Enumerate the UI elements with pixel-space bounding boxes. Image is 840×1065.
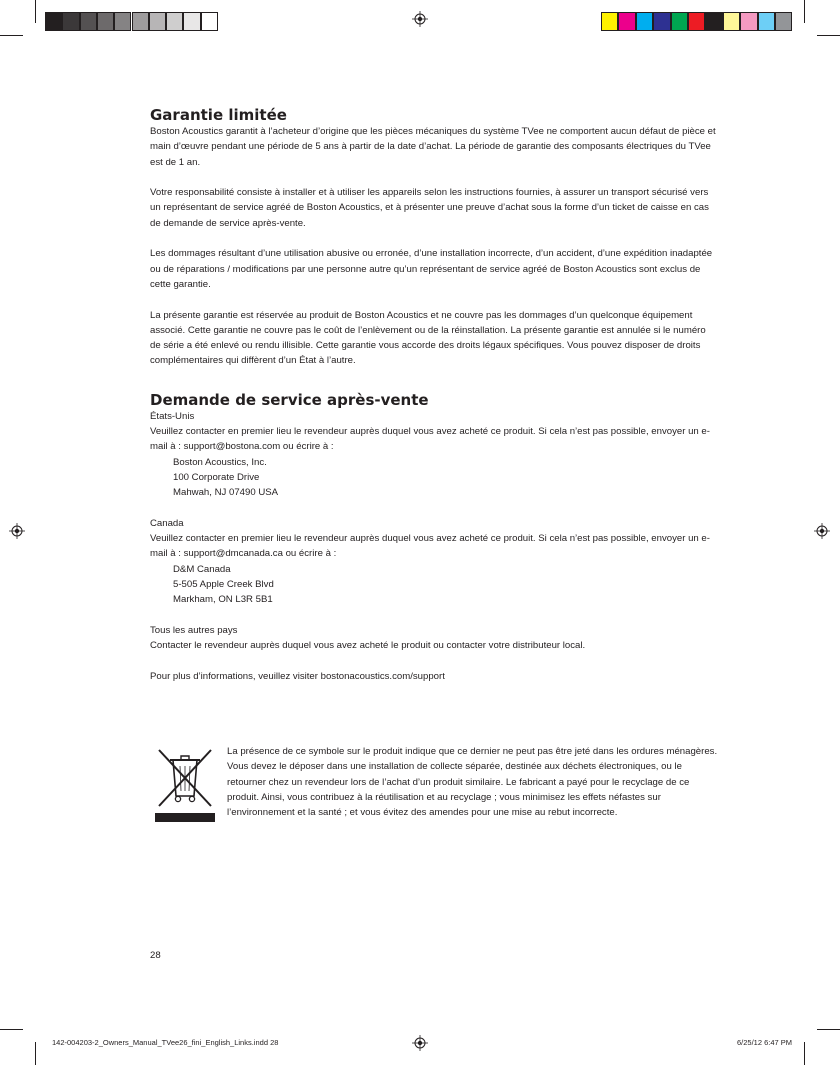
color-swatch [618, 12, 635, 31]
color-swatch [671, 12, 688, 31]
warranty-paragraph: Boston Acoustics garantit à l’acheteur d’origine que les pièces mécaniques du système TVee ne comportent aucun défaut de pièce et main d’œuvre pendant une période de 5 ans à partir de la date d’achat. La période de garantie des composants électriques du TVee est de 1 an. [150, 126, 716, 168]
color-swatch [601, 12, 618, 31]
color-swatch [62, 12, 79, 31]
color-swatch [758, 12, 775, 31]
color-swatch [149, 12, 166, 31]
color-swatch [740, 12, 757, 31]
us-text: Veuillez contacter en premier lieu le revendeur auprès duquel vous avez acheté ce produit. Si cela n’est pas possible, envoyer un e-mail à : support@bostona.com ou écrire à : [150, 426, 710, 453]
color-swatch [723, 12, 740, 31]
slug-filename: 142-004203-2_Owners_Manual_TVee26_fini_English_Links.indd 28 [52, 1038, 279, 1047]
warranty-paragraph: La présente garantie est réservée au produit de Boston Acoustics et ne couvre pas les dommages d’un quelconque équipement associé. Cette garantie ne couvre pas le coût de l’enlèvement ou de la réinstallation. La présente garantie est annulée si le numéro de série a été enlevé ou rendu illisible. Cette garantie vous accorde des droits légaux spécifiques. Vous pouvez disposer de droits complémentaires qui diffèrent d’un État à l’autre. [150, 309, 706, 367]
registration-mark-icon [814, 523, 830, 539]
warranty-title: Garantie limitée [150, 106, 287, 124]
registration-mark-icon [412, 11, 428, 27]
canada-address-line: 5-505 Apple Creek Blvd [173, 579, 274, 591]
canada-address-line: Markham, ON L3R 5B1 [173, 594, 273, 606]
warranty-paragraph: Votre responsabilité consiste à installer et à utiliser les appareils selon les instructions fournies, à assurer un transport sécurisé vers un représentant de service agréé de Boston Acoustics, et à présenter une preuve d’achat sous la forme d’un ticket de caisse en cas de demande de service après-vente. [150, 187, 709, 229]
other-text: Contacter le revendeur auprès duquel vous avez acheté le produit ou contacter votre distributeur local. [150, 640, 586, 652]
us-address-line: Mahwah, NJ 07490 USA [173, 487, 279, 499]
crossed-out-bin-icon [153, 746, 217, 824]
color-swatch [183, 12, 200, 31]
color-swatch [705, 12, 722, 31]
canada-region: Canada [150, 517, 184, 529]
page-number: 28 [150, 950, 161, 961]
color-swatch [80, 12, 97, 31]
color-swatch [688, 12, 705, 31]
weee-text: La présence de ce symbole sur le produit indique que ce dernier ne peut pas être jeté dans les ordures ménagères. Vous devez le déposer dans une installation de collecte séparée, destinée aux déchets électroniques, ou le retourner chez un revendeur lors de l’achat d’un produit similaire. Le fabricant a payé pour le recyclage de ce produit. Ainsi, vous contribuez à la réutilisation et au recyclage ; vous minimisez les effets néfastes sur l’environnement et la santé ; et vous évitez des amendes pour une mise au rebut incorrecte. [227, 746, 718, 819]
color-swatch [636, 12, 653, 31]
color-swatch [45, 12, 62, 31]
page-content [150, 106, 716, 684]
color-swatch [201, 12, 218, 31]
more-info: Pour plus d’informations, veuillez visiter bostonacoustics.com/support [150, 670, 445, 682]
color-swatch [166, 12, 183, 31]
canada-text: Veuillez contacter en premier lieu le revendeur auprès duquel vous avez acheté ce produit. Si cela n’est pas possible, envoyer un e-mail à : support@dmcanada.ca ou écrire à : [150, 533, 710, 560]
service-title: Demande de service après-vente [150, 390, 429, 409]
us-region: États-Unis [150, 410, 195, 422]
color-swatch [653, 12, 670, 31]
weee-notice [150, 744, 722, 820]
registration-mark-icon [412, 1035, 428, 1051]
warranty-paragraph: Les dommages résultant d’une utilisation abusive ou erronée, d’une installation incorrecte, d’un accident, d’une expédition inadaptée ou de réparations / modifications par une personne autre qu’un représentant de service agréé de Boston Acoustics sont exclus de cette garantie. [150, 248, 713, 290]
slug-date: 6/25/12 6:47 PM [737, 1038, 793, 1047]
canada-address-line: D&M Canada [173, 563, 231, 575]
us-address-line: Boston Acoustics, Inc. [173, 456, 267, 468]
color-swatch [114, 12, 131, 31]
color-swatch [775, 12, 792, 31]
registration-mark-icon [9, 523, 25, 539]
us-address-line: 100 Corporate Drive [173, 471, 260, 483]
color-swatch [132, 12, 149, 31]
color-swatch [97, 12, 114, 31]
other-region: Tous les autres pays [150, 624, 238, 636]
